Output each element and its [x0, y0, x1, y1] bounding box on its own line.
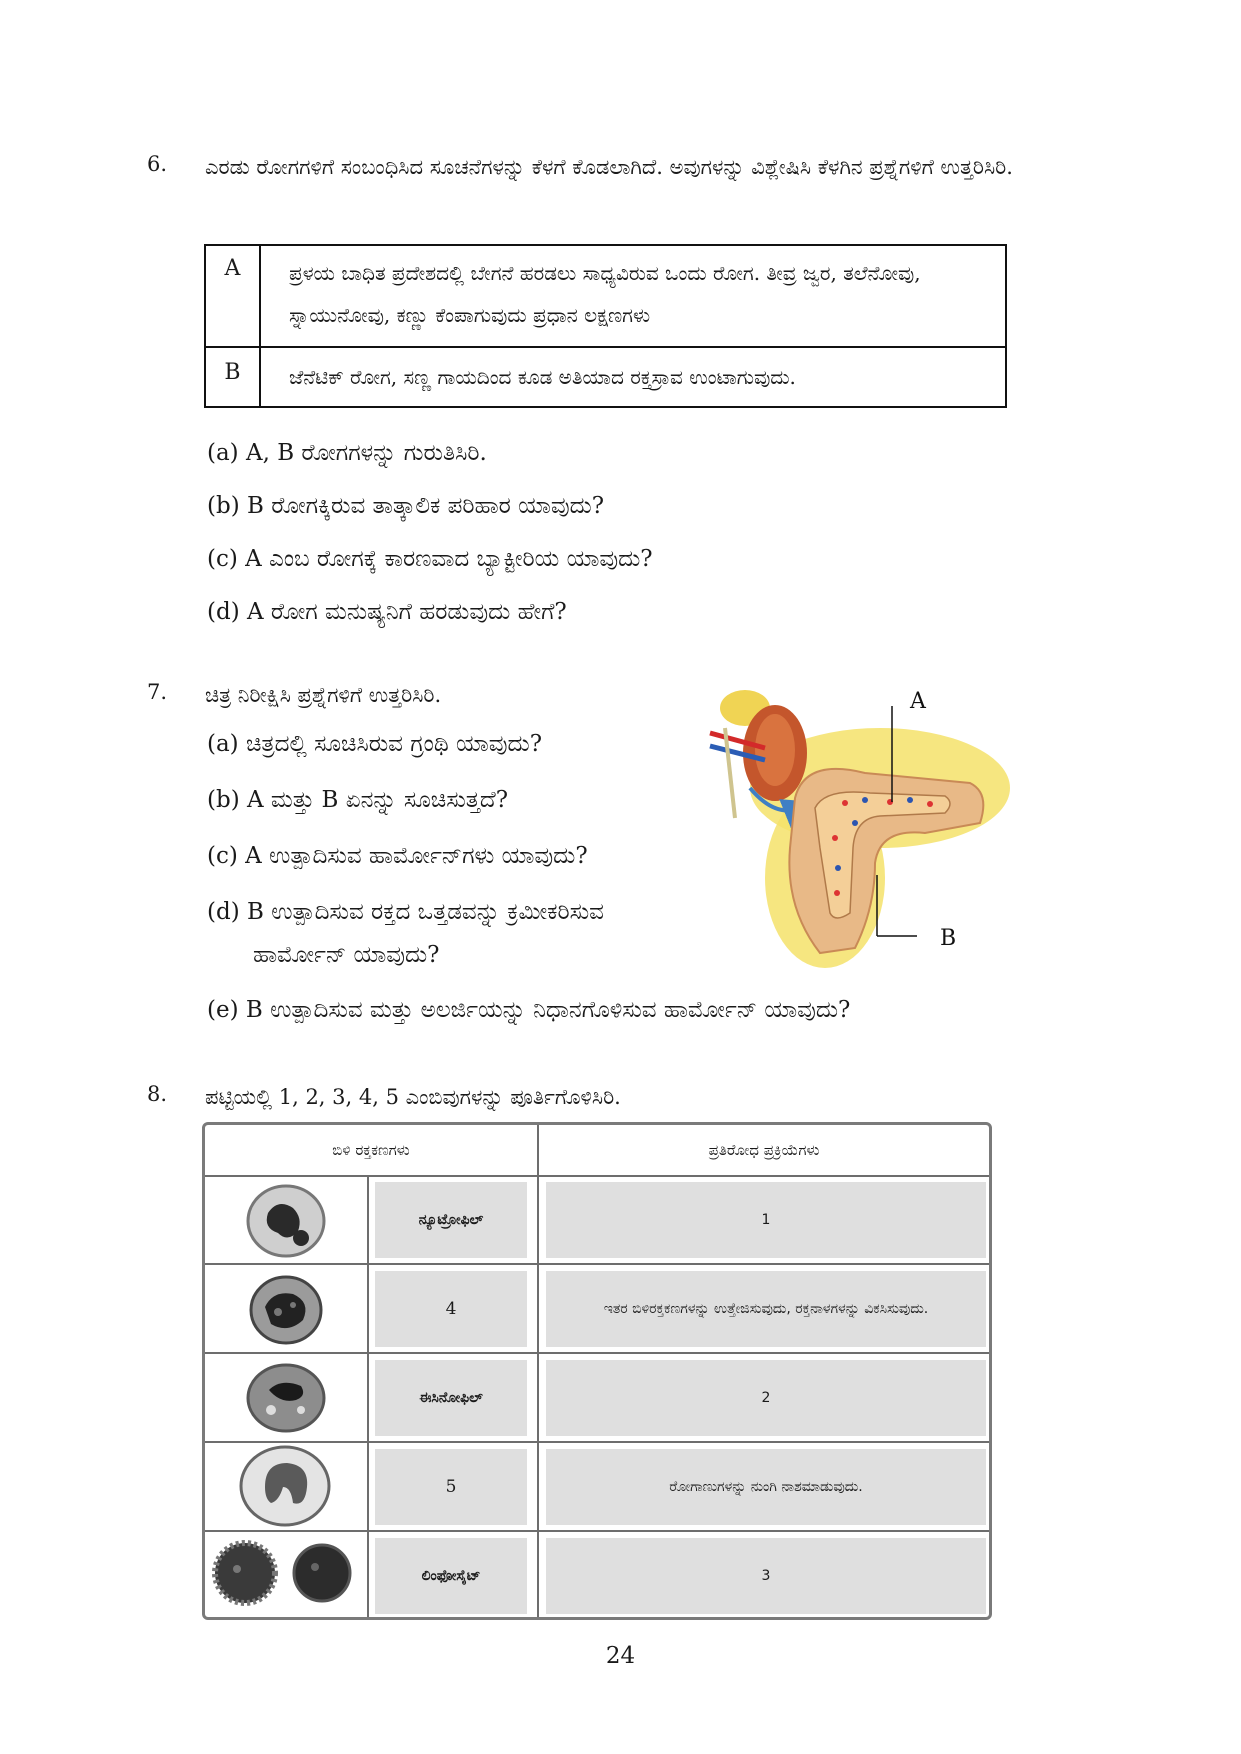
white-blood-cells-table: [202, 1122, 992, 1620]
row-text: ಪ್ರಳಯ ಬಾಧಿತ ಪ್ರದೇಶದಲ್ಲಿ ಬೇಗನೆ ಹರಡಲು ಸಾಧ್ಯವಿರುವ ಒಂದು ರೋಗ. ತೀವ್ರ ಜ್ವರ, ತಲೆನೋವು, ಸ್ನಾಯುನೋವು, ಕಣ್ಣು ಕೆಂಪಾಗುವುದು ಪ್ರಧಾನ ಲಕ್ಷಣಗಳು: [289, 261, 921, 327]
basophil-cell-image: [243, 1272, 329, 1348]
sub-question: (a) A, B ರೋಗಗಳನ್ನು ಗುರುತಿಸಿರಿ.: [207, 440, 487, 466]
table-row: [206, 346, 1005, 408]
cell-name: ಈಸಿನೋಫಿಲ್: [375, 1360, 527, 1436]
question-text: ಚಿತ್ರ ನಿರೀಕ್ಷಿಸಿ ಪ್ರಶ್ನೆಗಳಿಗೆ ಉತ್ತರಿಸಿರಿ.: [205, 683, 442, 707]
question-text: ಎರಡು ರೋಗಗಳಿಗೆ ಸಂಬಂಧಿಸಿದ ಸೂಚನೆಗಳನ್ನು ಕೆಳಗೆ ಕೊಡಲಾಗಿದೆ. ಅವುಗಳನ್ನು ವಿಶ್ಲೇಷಿಸಿ ಕೆಳಗಿನ ಪ್ರಶ್ನೆಗಳಿಗೆ ಉತ್ತರಿಸಿರಿ.: [205, 155, 1013, 179]
column-header: ಬಿಳಿ ರಕ್ತಕಣಗಳು: [332, 1141, 410, 1159]
sub-question: (d) B ಉತ್ಪಾದಿಸುವ ರಕ್ತದ ಒತ್ತಡವನ್ನು ಕ್ರಮೀಕರಿಸುವ: [207, 899, 604, 925]
column-header: ಪ್ರತಿರೋಧ ಪ್ರಕ್ರಿಯೆಗಳು: [708, 1141, 820, 1159]
sub-question-continued: ಹಾರ್ಮೋನ್ ಯಾವುದು?: [253, 942, 440, 968]
cell-response: 2: [546, 1360, 986, 1436]
pancreas-diagram: [705, 678, 1015, 978]
row-label: B: [224, 360, 241, 385]
question-text: ಪಟ್ಟಿಯಲ್ಲಿ 1, 2, 3, 4, 5 ಎಂಬಿವುಗಳನ್ನು ಪೂರ್ತಿಗೊಳಿಸಿರಿ.: [205, 1085, 621, 1109]
row-label: A: [224, 256, 241, 281]
question-number: 7.: [147, 680, 168, 704]
monocyte-cell-image: [235, 1445, 335, 1527]
lymphocyte-cell-image: [207, 1537, 365, 1609]
cell-response: 1: [546, 1182, 986, 1258]
question-number: 6.: [147, 152, 168, 176]
cell-response: 3: [546, 1538, 986, 1614]
sub-question: (b) A ಮತ್ತು B ಏನನ್ನು ಸೂಚಿಸುತ್ತದೆ?: [207, 787, 509, 813]
sub-question: (d) A ರೋಗ ಮನುಷ್ಯನಿಗೆ ಹರಡುವುದು ಹೇಗೆ?: [207, 599, 567, 625]
row-text: ಜೆನೆಟಿಕ್ ರೋಗ, ಸಣ್ಣ ಗಾಯದಿಂದ ಕೂಡ ಅತಿಯಾದ ರಕ್ತಸ್ರಾವ ಉಂಟಾಗುವುದು.: [289, 365, 796, 389]
neutrophil-cell-image: [243, 1183, 329, 1259]
cell-name: ಲಿಂಫೋಸೈಟ್: [375, 1538, 527, 1614]
sub-question: (b) B ರೋಗಕ್ಕಿರುವ ತಾತ್ಕಾಲಿಕ ಪರಿಹಾರ ಯಾವುದು?: [207, 493, 605, 519]
sub-question: (c) A ಎಂಬ ರೋಗಕ್ಕೆ ಕಾರಣವಾದ ಬ್ಯಾಕ್ಟೀರಿಯ ಯಾವುದು?: [207, 546, 653, 572]
eosinophil-cell-image: [241, 1360, 331, 1436]
table-row: [206, 246, 1005, 348]
cell-name: 5: [375, 1449, 527, 1525]
cell-name: 4: [375, 1271, 527, 1347]
cell-name: ನ್ಯೂಟ್ರೋಫಿಲ್: [375, 1182, 527, 1258]
page-number: 24: [605, 1643, 636, 1669]
label-a: A: [910, 689, 926, 714]
label-b: B: [940, 926, 957, 951]
sub-question: (e) B ಉತ್ಪಾದಿಸುವ ಮತ್ತು ಅಲರ್ಜಿಯನ್ನು ನಿಧಾನಗೊಳಿಸುವ ಹಾರ್ಮೋನ್ ಯಾವುದು?: [207, 997, 851, 1023]
question-number: 8.: [147, 1082, 168, 1106]
cell-response: ರೋಗಾಣುಗಳನ್ನು ನುಂಗಿ ನಾಶಮಾಡುವುದು.: [546, 1449, 986, 1525]
sub-question: (c) A ಉತ್ಪಾದಿಸುವ ಹಾರ್ಮೋನ್‌ಗಳು ಯಾವುದು?: [207, 843, 588, 869]
cell-response: ಇತರ ಬಿಳಿರಕ್ತಕಣಗಳನ್ನು ಉತ್ತೇಜಿಸುವುದು, ರಕ್ತನಾಳಗಳನ್ನು ವಿಕಸಿಸುವುದು.: [546, 1271, 986, 1347]
sub-question: (a) ಚಿತ್ರದಲ್ಲಿ ಸೂಚಿಸಿರುವ ಗ್ರಂಥಿ ಯಾವುದು?: [207, 731, 543, 757]
disease-clues-table: [204, 244, 1007, 408]
